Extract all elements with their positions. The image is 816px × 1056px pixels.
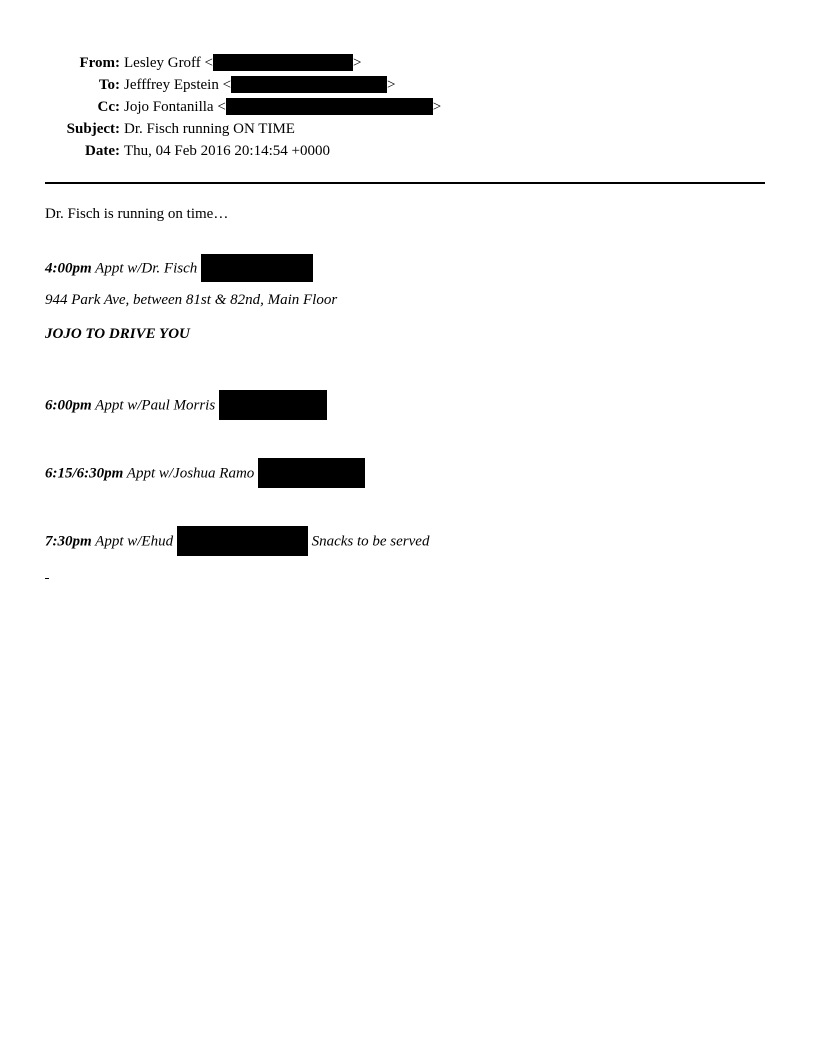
cc-row <box>0 96 816 118</box>
appt-4-time: 7:30pm <box>45 533 92 550</box>
cc-name: Jojo Fontanilla < <box>124 99 226 115</box>
redaction-box <box>177 526 308 556</box>
appt-3-text: Appt w/Joshua Ramo <box>123 465 259 482</box>
appt-2-time: 6:00pm <box>45 397 92 414</box>
redaction-box <box>231 76 387 93</box>
from-value <box>124 52 361 74</box>
to-name: Jefffrey Epstein < <box>124 77 232 93</box>
appt-2-line <box>45 391 327 421</box>
appt-2-text: Appt w/Paul Morris <box>91 397 219 414</box>
date-value: Thu, 04 Feb 2016 20:14:54 +0000 <box>124 143 330 159</box>
cc-value <box>124 96 441 118</box>
from-row <box>0 52 816 74</box>
appt-1-line <box>45 255 313 283</box>
to-value <box>124 74 396 96</box>
intro-line: Dr. Fisch is running on time… <box>45 206 229 222</box>
redaction-box <box>201 254 313 282</box>
subject-label: Subject: <box>66 121 120 137</box>
cc-close: > <box>432 99 442 115</box>
appt-1-address: 944 Park Ave, between 81st & 82nd, Main Floor <box>45 292 338 308</box>
from-name: Lesley Groff < <box>124 55 213 71</box>
appt-4-text: Appt w/Ehud <box>91 533 177 550</box>
redaction-box <box>258 458 365 488</box>
header-divider <box>45 182 765 184</box>
appt-3-line <box>45 459 365 489</box>
to-label: To: <box>98 77 120 93</box>
appt-1-note: JOJO TO DRIVE YOU <box>45 326 190 342</box>
appt-1-text: Appt w/Dr. Fisch <box>91 260 201 277</box>
subject-value: Dr. Fisch running ON TIME <box>124 121 295 137</box>
redaction-box <box>219 390 327 420</box>
email-header <box>0 52 816 162</box>
appt-3-time: 6:15/6:30pm <box>45 465 124 482</box>
subject-row <box>0 118 816 140</box>
redaction-box <box>213 54 353 71</box>
date-row <box>0 140 816 162</box>
redaction-box <box>226 98 433 115</box>
cc-label: Cc: <box>97 99 120 115</box>
appt-4-line <box>45 527 429 557</box>
to-close: > <box>387 77 396 93</box>
appt-1-time: 4:00pm <box>45 260 92 277</box>
to-row <box>0 74 816 96</box>
date-label: Date: <box>85 143 120 159</box>
from-label: From: <box>79 55 120 71</box>
appt-4-after: Snacks to be served <box>307 533 430 550</box>
from-close: > <box>353 55 362 71</box>
trailing-underline <box>45 578 49 579</box>
